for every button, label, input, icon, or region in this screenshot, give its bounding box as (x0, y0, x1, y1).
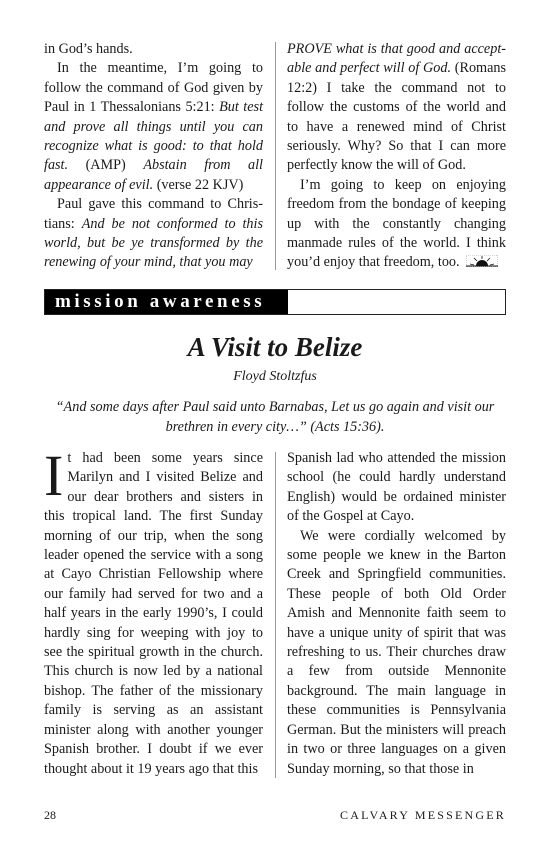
paragraph: in God’s hands. (44, 41, 133, 57)
scripture-quote: Abstain from all appearance of evil. (44, 157, 264, 193)
scripture-quote: PROVE what is that good and acceptable and perfect will of God. (287, 41, 506, 77)
drop-cap: I (44, 443, 64, 508)
text-run: I’m going to keep on enjoying freedom from the bondage of keeping up with the constantly changing manmade rules of the world. I think you’d enjoy that freedom, too. (287, 176, 506, 271)
paragraph: Spanish lad who attended the mission school (he could hardly understand English) would be ordained minister of the Gospel at Cayo. (287, 450, 506, 525)
page-number: 28 (44, 808, 56, 822)
paragraph (287, 40, 506, 176)
article-title: A Visit to Belize (187, 332, 363, 362)
top-left-column (44, 40, 263, 273)
top-right-column (287, 40, 506, 273)
text-run: (Romans 12:2) I take the command not to follow the customs of the world and to have a renewed mind of Christ seriously. Why? So that I can more perfectly know the will of God. (287, 60, 507, 174)
text-run: (verse 22 KJV) (153, 176, 244, 193)
epigraph: “And some days after Paul said unto Barnabas, Let us go again and visit our brethren in every city…” (Acts 15:36). (55, 399, 495, 435)
paragraph (44, 59, 263, 195)
text-run: (AMP) (68, 157, 144, 174)
paragraph (287, 176, 506, 273)
paragraph: We were cordially welcomed by some people we knew in the Barton Creek and Springfield communities. These people of both Old Order Amish and Mennonite faith seem to have a unique unity of spirit that was refreshing to us. Their churches draw a few from outside Mennonite background. The main language in these communities is Pennsylvania German. But the ministers will preach in two or three languages on a given Sunday morning, so that those in (287, 527, 506, 777)
article-author: Floyd Stoltzfus (233, 369, 317, 384)
section-label: mission awareness (45, 290, 288, 314)
section-header (44, 289, 506, 315)
column-divider (275, 42, 276, 270)
scripture-quote: But test and prove all things until you can recognize what is good: to that hold fast. (44, 99, 264, 174)
scripture-quote: And be not conformed to this world, but be ye transformed by the renewing of your mind, that you may (44, 215, 263, 271)
column-divider (275, 452, 276, 778)
end-mark-icon (466, 255, 498, 267)
body-right-column (287, 449, 506, 779)
paragraph (44, 443, 263, 779)
text-run: Paul gave this command to Christians: (44, 196, 263, 232)
paragraph (44, 195, 263, 273)
text-run: t had been some years since Marilyn and I visited Belize and our dear brothers and sisters in this tropical land. The first Sunday morning of our trip, when the song leader opened the service with a song at Cayo Christian Fellowship where our family had served for two and a half years in the early 1990’s, I could hardly sing for weeping with joy to see the spiritual growth in the church. This church is now led by a national bishop. The father of the missionary family is serving as an assistant minister along with another younger Spanish brother. I doubt if we ever thought about it 19 years ago that this (44, 450, 263, 777)
text-run: In the meantime, I’m going to follow the command of God given by Paul in 1 Thessalonians 5:21: (44, 60, 263, 116)
body-left-column (44, 443, 263, 779)
publication-name: CALVARY MESSENGER (340, 808, 506, 822)
